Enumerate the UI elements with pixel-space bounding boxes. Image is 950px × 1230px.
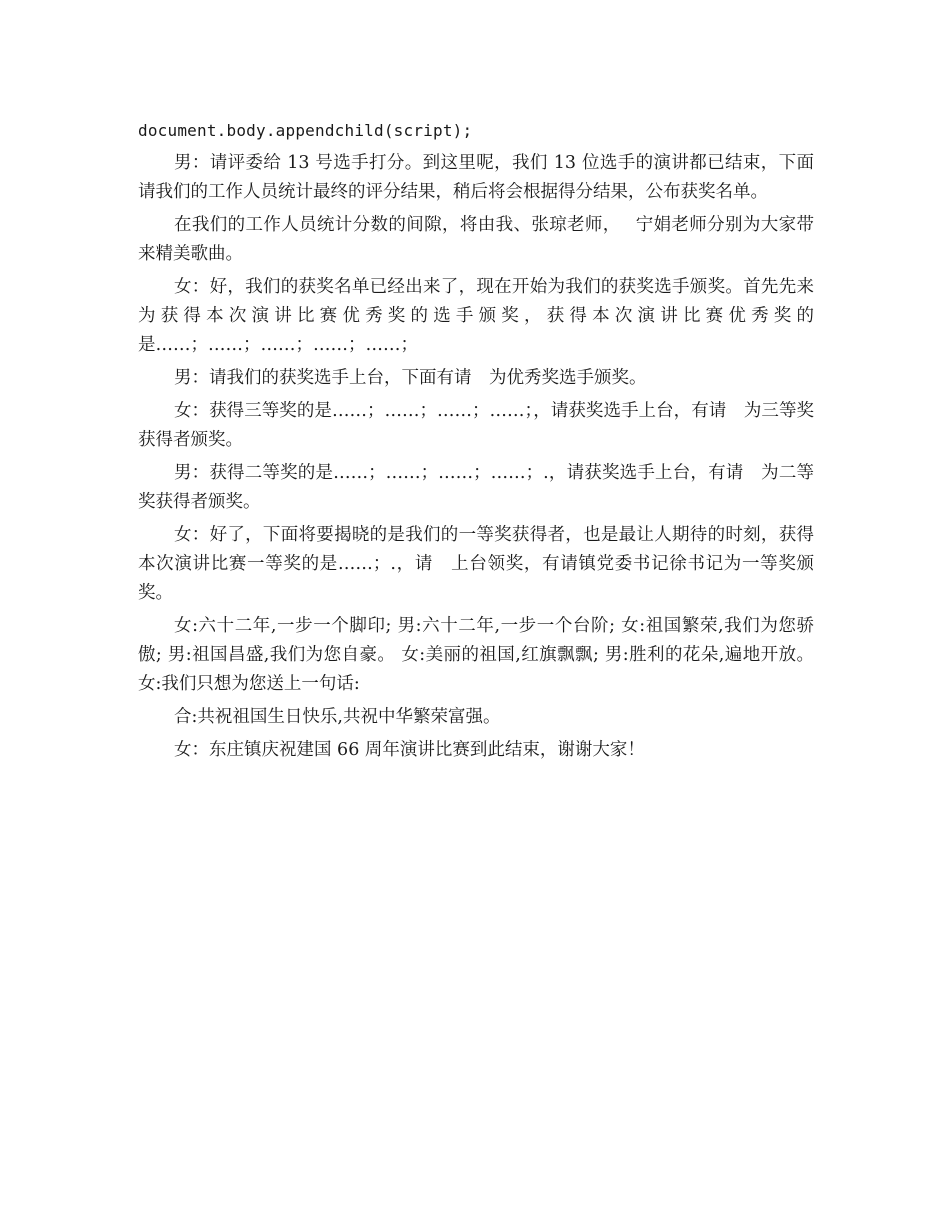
paragraph-recitation: 女:六十二年,一步一个脚印; 男:六十二年,一步一个台阶; 女:祖国繁荣,我们为您骄傲; 男:祖国昌盛,我们为您自豪。 女:美丽的祖国,红旗飘飘; 男:胜利的花朵,遍地开放。 女:我们只想为您送上一句话: xyxy=(138,616,814,694)
code-line: document.body.appendchild(script); xyxy=(138,121,473,140)
paragraph-scoring: 男：请评委给 13 号选手打分。到这里呢，我们 13 位选手的演讲都已结束，下面请我们的工作人员统计最终的评分结果，稍后将会根据得分结果，公布获奖名单。 xyxy=(138,153,814,202)
paragraph-excellence-award: 男：请我们的获奖选手上台，下面有请 为优秀奖选手颁奖。 xyxy=(174,368,647,388)
paragraph-closing: 女：东庄镇庆祝建国 66 周年演讲比赛到此结束，谢谢大家！ xyxy=(174,740,645,760)
paragraph-award-list: 女：好，我们的获奖名单已经出来了，现在开始为我们的获奖选手颁奖。首先先来为获得本次演讲比赛优秀奖的选手颁奖，获得本次演讲比赛优秀奖的是……；……；……；……；……； xyxy=(138,277,814,355)
paragraph-third-prize: 女：获得三等奖的是……；……；……；……；，请获奖选手上台，有请 为三等奖获得者颁奖。 xyxy=(138,401,814,450)
document-page xyxy=(138,116,814,769)
paragraph-songs: 在我们的工作人员统计分数的间隙，将由我、张琼老师， 宁娟老师分别为大家带来精美歌曲。 xyxy=(138,215,814,264)
paragraph-second-prize: 男：获得二等奖的是……；……；……；……；.，请获奖选手上台，有请 为二等奖获得者颁奖。 xyxy=(138,463,814,512)
paragraph-chorus: 合:共祝祖国生日快乐,共祝中华繁荣富强。 xyxy=(174,707,501,727)
paragraph-first-prize: 女：好了，下面将要揭晓的是我们的一等奖获得者，也是最让人期待的时刻，获得本次演讲比赛一等奖的是……；.，请 上台领奖，有请镇党委书记徐书记为一等奖颁奖。 xyxy=(138,525,814,603)
